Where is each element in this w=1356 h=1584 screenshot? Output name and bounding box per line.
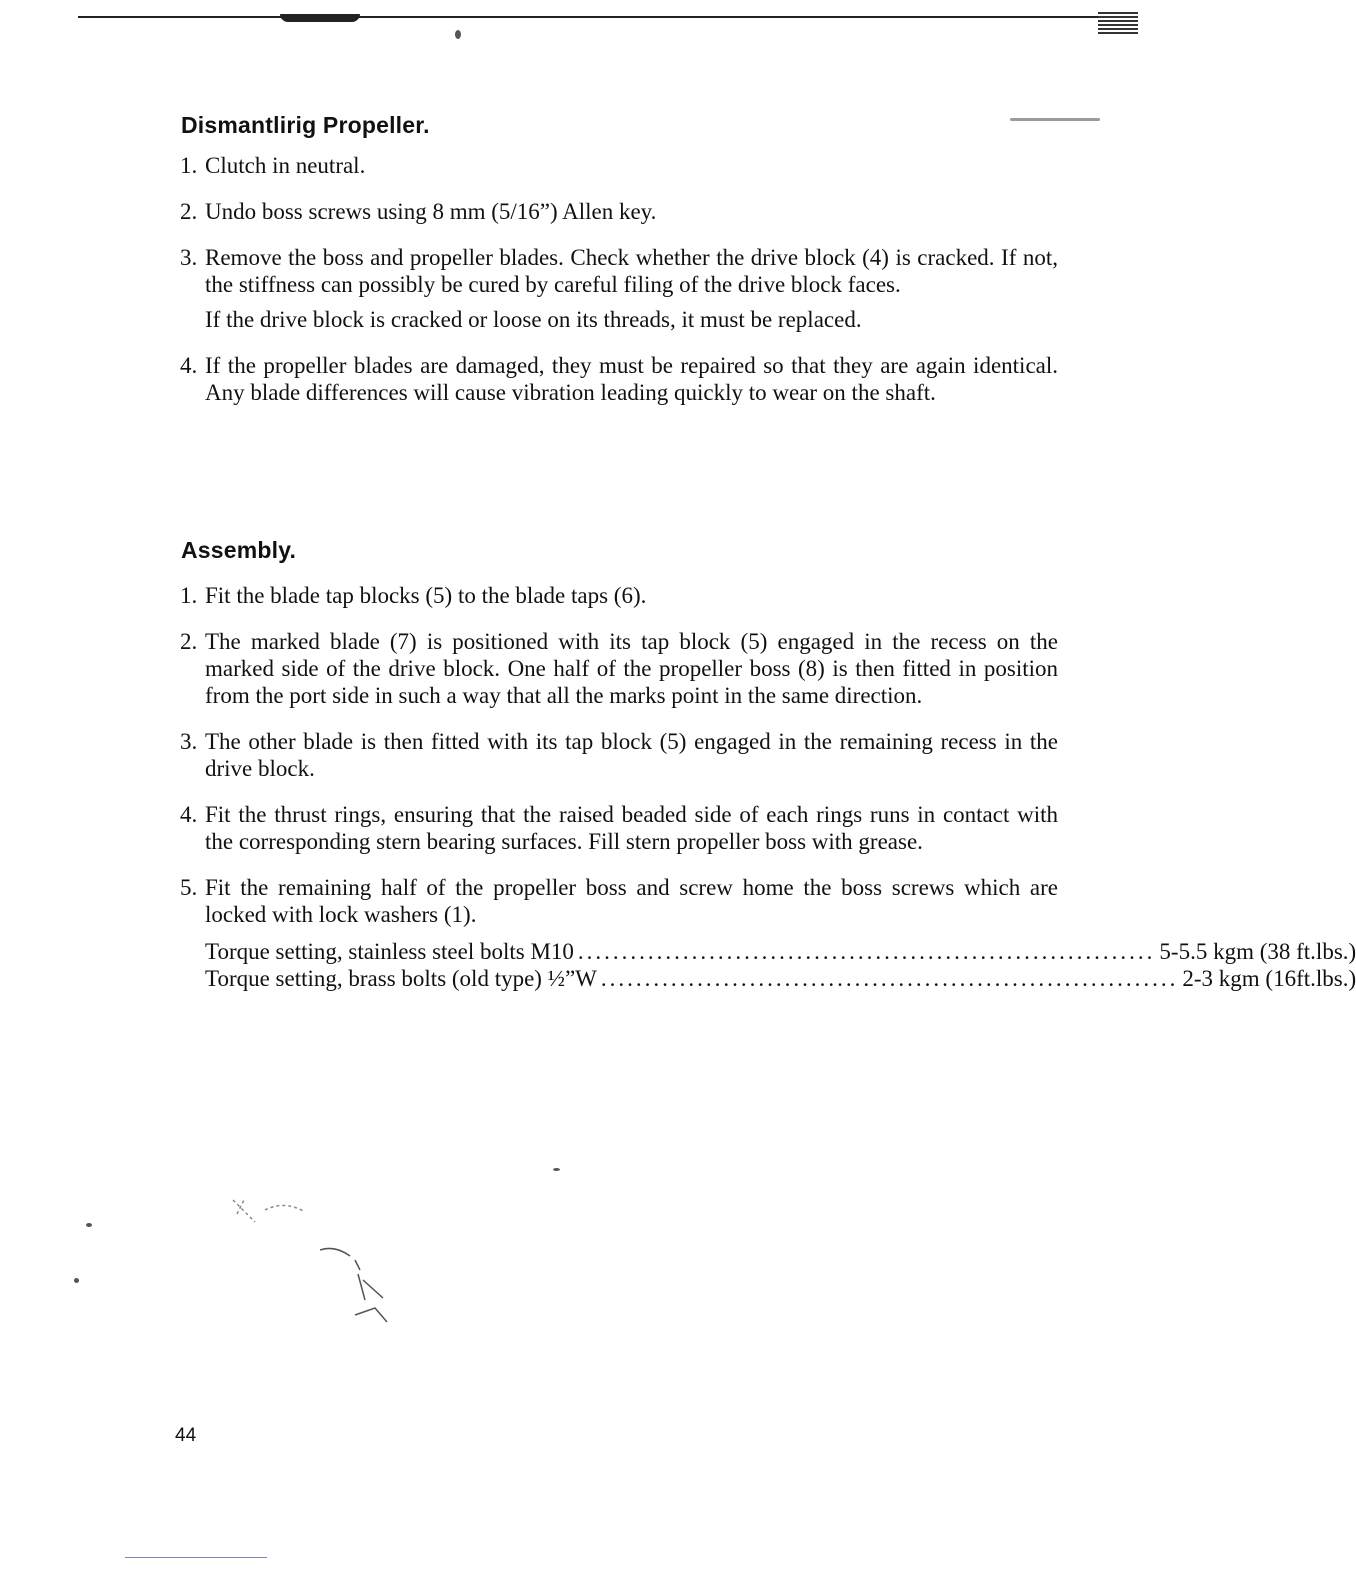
step-number: 1.: [180, 153, 198, 178]
step-number: 4.: [180, 802, 198, 827]
step-text: Undo boss screws using 8 mm (5/16”) Allen key.: [205, 199, 657, 224]
step-number: 1.: [180, 583, 198, 608]
scan-speck: [1010, 118, 1100, 121]
step-text: Fit the blade tap blocks (5) to the blade taps (6).: [205, 583, 647, 608]
list-item: [180, 874, 1356, 992]
step-text: Fit the thrust rings, ensuring that the raised beaded side of each rings runs in contact with the corresponding stern bearing surfaces. Fill stern propeller boss with grease.: [205, 802, 1058, 854]
step-text: The marked blade (7) is positioned with its tap block (5) engaged in the recess on the marked side of the drive block. One half of the propeller boss (8) is then fitted in position from the port side in such a way that all the marks point in the same direction.: [205, 629, 1058, 708]
step-number: 3.: [180, 729, 198, 754]
dot-leader: ..................................................................: [600, 966, 1179, 991]
step-number: 4.: [180, 353, 198, 378]
torque-table: [205, 938, 1356, 992]
assembly-steps: [180, 582, 1356, 1011]
corner-scan-artifact: [1098, 12, 1138, 34]
torque-value: 5-5.5 kgm (38 ft.lbs.): [1159, 939, 1356, 964]
list-item: [180, 582, 1058, 609]
torque-row: [205, 965, 1356, 992]
torque-label: Torque setting, stainless steel bolts M10: [205, 939, 574, 964]
dismantling-steps: [180, 152, 1058, 425]
step-text: Remove the boss and propeller blades. Check whether the drive block (4) is cracked. If not, the stiffness can possibly be cured by careful filing of the drive block faces.: [205, 245, 1058, 297]
torque-row: [205, 938, 1356, 965]
torque-label: Torque setting, brass bolts (old type) ½”W: [205, 966, 597, 991]
dot-leader: ..................................................................: [577, 939, 1156, 964]
list-item: [180, 801, 1058, 855]
page-number: 44: [175, 1425, 197, 1446]
step-number: 2.: [180, 629, 198, 654]
torque-value: 2-3 kgm (16ft.lbs.): [1182, 966, 1356, 991]
step-number: 2.: [180, 199, 198, 224]
list-item: [180, 352, 1058, 406]
list-item: [180, 198, 1058, 225]
scan-scribble: [225, 1190, 405, 1330]
list-item: [180, 244, 1058, 333]
top-rule: [78, 16, 1138, 18]
step-number: 5.: [180, 875, 198, 900]
list-item: [180, 152, 1058, 179]
step-text: Clutch in neutral.: [205, 153, 366, 178]
step-number: 3.: [180, 245, 198, 270]
step-note: If the drive block is cracked or loose on its threads, it must be replaced.: [205, 307, 862, 332]
scan-speck: [74, 1278, 79, 1283]
scan-speck: [553, 1168, 560, 1171]
scan-speck: [455, 30, 461, 39]
list-item: [180, 728, 1058, 782]
section-heading-dismantling: Dismantlirig Propeller.: [181, 112, 430, 138]
scan-speck: [86, 1223, 92, 1227]
step-text: If the propeller blades are damaged, they must be repaired so that they are again identical. Any blade differences will cause vibration leading quickly to wear on the shaft.: [205, 353, 1058, 405]
step-text: Fit the remaining half of the propeller boss and screw home the boss screws which are locked with lock washers (1).: [205, 875, 1058, 927]
bottom-rule: [125, 1557, 267, 1558]
step-text: The other blade is then fitted with its tap block (5) engaged in the remaining recess in the drive block.: [205, 729, 1058, 781]
top-rule-smudge: [280, 14, 360, 22]
list-item: [180, 628, 1058, 709]
section-heading-assembly: Assembly.: [181, 537, 297, 563]
